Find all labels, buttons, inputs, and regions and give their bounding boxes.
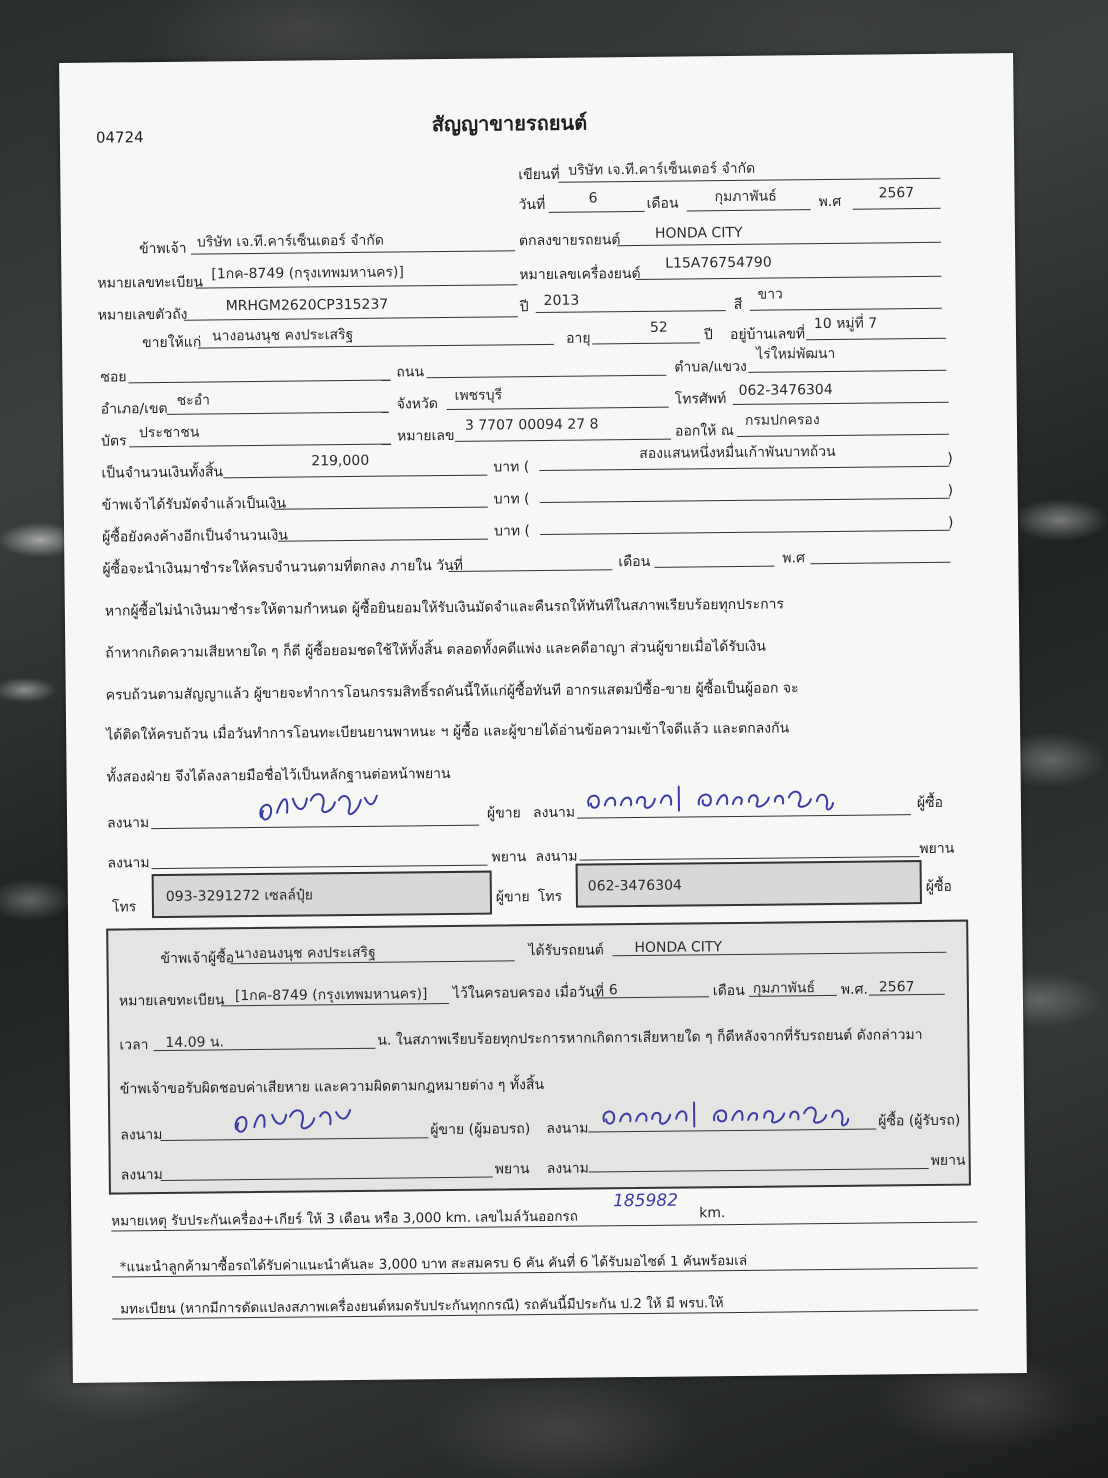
color-line (750, 308, 942, 311)
seller-role-label: ผู้ขาย (486, 805, 521, 822)
receipt-time-label: เวลา (119, 1037, 149, 1054)
agree-sell-value: HONDA CITY (654, 224, 743, 242)
card-value: ประชาชน (138, 424, 200, 442)
deposit-close-paren: ) (947, 482, 954, 499)
vehicle-receipt-box (106, 920, 971, 1195)
receipt-month-value: กุมภาพันธ์ (752, 980, 816, 997)
mileage-value: 185982 (612, 1190, 679, 1212)
chassis-label: หมายเลขตัวถัง (97, 306, 188, 324)
chassis-value: MRHGM2620CP315237 (225, 296, 389, 315)
contract-paper (59, 53, 1027, 1383)
receipt-buyer-role: ผู้ซื้อ (ผู้รับรถ) (878, 1112, 961, 1130)
seller-phone-tag: ผู้ขาย (495, 889, 530, 906)
year-label: พ.ศ (818, 193, 842, 211)
phone-line (733, 402, 949, 405)
road-label: ถนน (396, 364, 425, 381)
receipt-seller-role: ผู้ขาย (ผู้มอบรถ) (430, 1121, 531, 1139)
district-value: ชะอำ (176, 392, 211, 409)
color-label: สี (733, 296, 743, 313)
remaining-label: ผู้ซื้อยังคงค้างอีกเป็นจำนวนเงิน (102, 527, 288, 546)
deposit-label: ข้าพเจ้าได้รับมัดจำแล้วเป็นเงิน (101, 495, 287, 514)
district-line (167, 412, 389, 415)
soi-label: ซอย (100, 369, 127, 386)
month-line (687, 209, 811, 211)
phone-label: โทรศัพท์ (674, 391, 727, 408)
year-value: 2567 (878, 185, 915, 202)
pay-year-line (810, 562, 950, 564)
receipt-buyer-sign-label: ลงนาม (546, 1120, 589, 1137)
receipt-reg-label: หมายเลขทะเบียน (118, 992, 225, 1010)
id-number-line (455, 439, 671, 442)
total-baht-label: บาท ( (493, 459, 530, 476)
address-line (806, 338, 946, 340)
witness1-label: พยาน (491, 849, 527, 866)
receipt-seller-signature (228, 1096, 358, 1141)
registration-note: มทะเบียน (หากมีการดัดแปลงสภาพเครื่องยนต์หมดรับประกันทุกกรณี) รถคันนี้มีประกัน ป.2 ให้ มี พรบ.ให้ (120, 1295, 724, 1318)
total-amount-label: เป็นจำนวนเงินทั้งสิ้น (101, 464, 224, 482)
receipt-reg-value: [1กค-8749 (กรุงเทพมหานคร)] (234, 986, 428, 1005)
model-year-value: 2013 (543, 292, 580, 309)
road-line (426, 375, 666, 379)
remaining-baht-label: บาท ( (493, 523, 531, 540)
sell-to-label: ขายให้แก่ (141, 334, 202, 352)
card-label: บัตร (100, 433, 127, 450)
receipt-time-value: 14.09 น. (165, 1034, 225, 1051)
address-value: 10 หมู่ที่ 7 (813, 315, 878, 333)
witness2-label: พยาน (919, 840, 955, 858)
buyer-phone-tag: ผู้ซื้อ (925, 878, 952, 896)
model-year-line (536, 310, 726, 313)
remaining-close-paren: ) (947, 514, 954, 531)
id-number-label: หมายเลข (396, 427, 455, 445)
date-value: 6 (588, 190, 598, 207)
receipt-buyer-label: ข้าพเจ้าผู้ซื้อ (160, 950, 235, 968)
year-line (853, 208, 941, 210)
warranty-remark: หมายเหตุ รับประกันเครื่อง+เกียร์ ให้ 3 เดือน หรือ 3,000 km. เลขไมล์วันออกรถ (111, 1208, 579, 1230)
remaining-text-line (540, 530, 950, 535)
seller-signature (253, 782, 383, 829)
buyer-phone-box (576, 860, 922, 908)
referral-note: *แนะนำลูกค้ามาซื้อรถได้รับค่าแนะนำคันละ 3,000 บาท สะสมครบ 6 คัน คันที่ 6 ได้รับมอไซด์ 1 คันพร้อมเล่ (119, 1252, 748, 1276)
written-at-label: เขียนที่ (518, 166, 560, 184)
engine-number-value: L15A76754790 (665, 254, 772, 272)
buyer-name-value: นางอนงนุช คงประเสริฐ (211, 326, 354, 345)
seller-phone-box (152, 871, 492, 919)
phone-value: 062-3476304 (738, 381, 833, 399)
date-label: วันที่ (518, 196, 546, 214)
total-close-paren: ) (947, 450, 953, 467)
registration-line (195, 284, 517, 288)
subdistrict-label: ตำบล/แขวง (674, 358, 747, 376)
terms-line-2: ถ้าหากเกิดความเสียหายใด ๆ ก็ดี ผู้ซื้อยอมชดใช้ให้ทั้งสิ้น ตลอดทั้งคดีแพ่ง และคดีอาญา ส่วนผู้ขายเมื่อได้รับเงิน (105, 638, 766, 662)
document-number: 04724 (95, 128, 144, 147)
district-label: อำเภอ/เขต (100, 400, 168, 418)
total-text-line (539, 466, 949, 471)
deposit-line (274, 507, 488, 510)
age-unit: ปี (703, 327, 713, 344)
terms-line-5: ทั้งสองฝ่าย จึงได้ลงลายมือชื่อไว้เป็นหลักฐานต่อหน้าพยาน (106, 765, 451, 786)
model-year-label: ปี (519, 299, 529, 316)
terms-line-1: หากผู้ซื้อไม่นำเงินมาชำระให้ตามกำหนด ผู้ซื้อยินยอมให้รับเงินมัดจำและคืนรถให้ทันทีในสภาพเรียบร้อยทุกประการ (104, 596, 785, 620)
remaining-line (278, 539, 488, 542)
buyer-signature (583, 773, 843, 820)
seller-phone-label: โทร (111, 899, 137, 916)
terms-line-3: ครบถ้วนตามสัญญาแล้ว ผู้ขายจะทำการโอนกรรมสิทธิ์รถคันนี้ให้แก่ผู้ซื้อทันที อากรแสตมป์ซื้อ-ขาย ผู้ซื้อเป็นผู้ออก จะ (105, 680, 799, 704)
receipt-witness1-label: พยาน (494, 1161, 530, 1178)
mileage-unit: km. (699, 1205, 726, 1222)
receipt-year-label: พ.ศ. (840, 981, 868, 998)
receipt-date-value: 6 (608, 982, 618, 999)
issued-by-label: ออกให้ ณ (674, 422, 734, 440)
subdistrict-line (748, 370, 946, 373)
age-value: 52 (649, 319, 668, 336)
pay-month-label: เดือน (618, 553, 651, 571)
buyer-sign-label: ลงนาม (532, 804, 576, 822)
province-label: จังหวัด (396, 396, 439, 413)
engine-number-label: หมายเลขเครื่องยนต์ (519, 265, 641, 284)
pay-deadline-label: ผู้ซื้อจะนำเงินมาชำระให้ครบจำนวนตามที่ตกลง ภายใน วันที่ (102, 557, 464, 578)
id-number-value: 3 7707 00094 27 8 (464, 416, 599, 434)
pay-month-line (654, 566, 774, 568)
month-label: เดือน (646, 195, 679, 212)
witness2-sign-label: ลงนาม (535, 848, 578, 866)
deposit-text-line (540, 498, 950, 503)
age-label: อายุ (565, 330, 591, 347)
buyer-phone-value: 062-3476304 (587, 877, 682, 895)
receipt-responsibility-text: ข้าพเจ้าขอรับผิดชอบค่าเสียหาย และความผิดตามกฎหมายต่าง ๆ ทั้งสิ้น (119, 1077, 545, 1098)
receipt-possession-label: ไว้ในครอบครอง เมื่อวันที่ (452, 984, 605, 1002)
age-line (592, 342, 700, 344)
deposit-baht-label: บาท ( (493, 491, 530, 508)
seller-value: บริษัท เจ.ที.คาร์เซ็นเตอร์ จำกัด (196, 232, 384, 251)
buyer-role-label: ผู้ซื้อ (916, 794, 944, 812)
receipt-buyer-value: นางอนงนุช คงประเสริฐ (234, 944, 376, 963)
buyer-phone-label: โทร (537, 888, 563, 906)
registration-label: หมายเลขทะเบียน (97, 274, 204, 292)
card-line (129, 444, 391, 448)
date-line (549, 211, 645, 213)
receipt-received-value: HONDA CITY (634, 939, 723, 957)
soi-line (128, 380, 390, 384)
issued-by-value: กรมปกครอง (744, 412, 820, 429)
month-value: กุมภาพันธ์ (714, 188, 777, 206)
province-value: เพชรบุรี (454, 387, 503, 404)
receipt-witness1-line (161, 1177, 493, 1181)
receipt-witness2-line (589, 1168, 929, 1173)
total-amount-value: 219,000 (311, 452, 370, 470)
receipt-month-label: เดือน (712, 982, 745, 1000)
receipt-buyer-signature (598, 1089, 868, 1136)
receipt-seller-sign-label: ลงนาม (120, 1127, 163, 1144)
issued-by-line (737, 434, 949, 437)
witness1-sign-label: ลงนาม (107, 855, 150, 872)
receipt-witness2-sign-label: ลงนาม (546, 1160, 589, 1177)
pay-date-line (448, 569, 612, 572)
witness1-sign-line (152, 865, 488, 870)
pay-year-label: พ.ศ (782, 550, 806, 567)
receipt-condition-text: น. ในสภาพเรียบร้อยทุกประการหากเกิดการเสียหายใด ๆ ก็ดีหลังจากที่รับรถยนต์ ดังกล่าวมา (377, 1027, 923, 1049)
receipt-witness2-label: พยาน (930, 1152, 966, 1169)
seller-phone-value: 093-3291272 เซลล์ปุ๋ย (165, 887, 314, 905)
chassis-line (184, 316, 518, 320)
document-title: สัญญาขายรถยนต์ (431, 110, 588, 137)
receipt-received-label: ได้รับรถยนต์ (528, 942, 604, 960)
receipt-year-value: 2567 (878, 979, 915, 996)
registration-value: [1กค-8749 (กรุงเทพมหานคร)] (211, 264, 404, 283)
terms-line-4: ได้ติดให้ครบถ้วน เมื่อวันทำการโอนทะเบียนยานพาหนะ ฯ ผู้ซื้อ และผู้ขายได้อ่านข้อความเข้าใจดีแล้ว และตกลงกัน (106, 720, 790, 744)
color-value: ขาว (757, 286, 783, 303)
subdistrict-value: ไร่ใหม่พัฒนา (756, 345, 836, 363)
written-at-value: บริษัท เจ.ที.คาร์เซ็นเตอร์ จำกัด (568, 160, 756, 179)
agree-sell-label: ตกลงขายรถยนต์ (518, 232, 621, 250)
total-amount-line (223, 475, 487, 479)
seller-sign-label: ลงนาม (106, 815, 150, 832)
province-line (447, 407, 669, 410)
total-amount-text: สองแสนหนึ่งหมื่นเก้าพันบาทถ้วน (639, 443, 836, 462)
engine-number-line (635, 276, 941, 280)
receipt-witness1-sign-label: ลงนาม (120, 1167, 163, 1184)
address-label: อยู่บ้านเลขที่ (729, 326, 806, 344)
seller-label: ข้าพเจ้า (138, 240, 187, 258)
